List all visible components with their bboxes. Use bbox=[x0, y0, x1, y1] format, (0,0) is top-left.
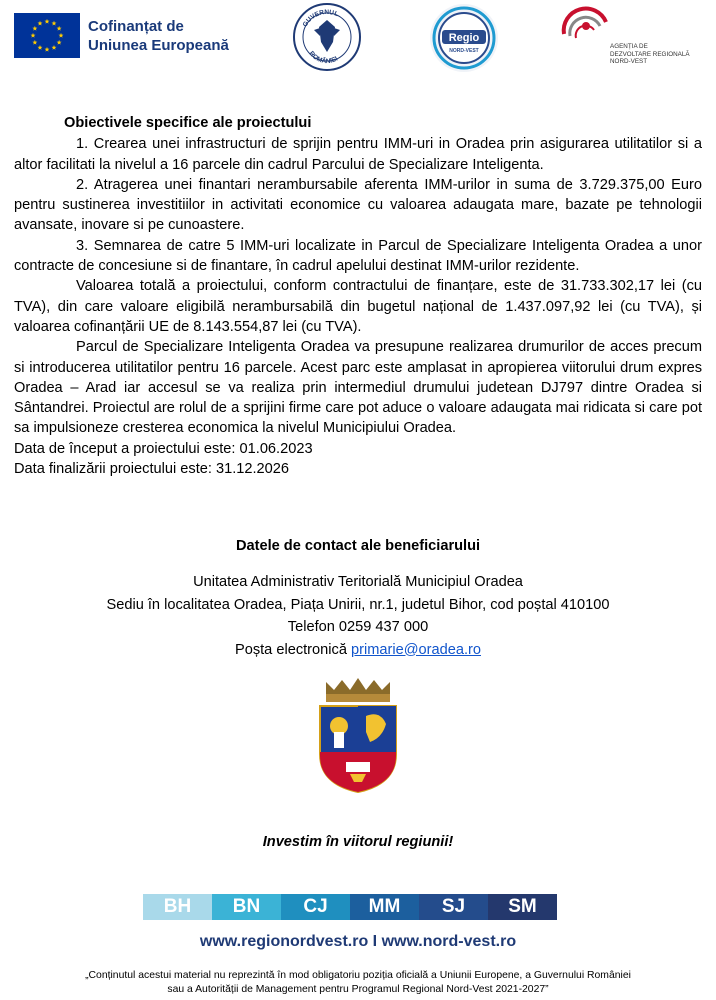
phone: Telefon 0259 437 000 bbox=[287, 619, 429, 635]
header-logos bbox=[0, 0, 716, 80]
objective-paragraph: 3. Semnarea de catre 5 IMM-uri localizate in Parcul de Specializare Inteligenta Oradea a unor contracte de concesiune si de finantare, în cadrul apelului destinat IMM-urilor rezidente. bbox=[14, 237, 702, 275]
county-badge-mm: MM bbox=[350, 894, 419, 920]
romanian-government-seal-icon bbox=[292, 2, 362, 72]
section-heading: Obiectivele specifice ale proiectului bbox=[64, 115, 312, 131]
counties-bar bbox=[143, 894, 557, 920]
contact-title: Datele de contact ale beneficiarului bbox=[235, 538, 481, 554]
county-badge-bn: BN bbox=[212, 894, 281, 920]
adr-nord-vest-label: AGENȚIA DE DEZVOLTARE REGIONALĂ NORD-VEST bbox=[610, 43, 690, 65]
project-description bbox=[14, 113, 702, 479]
oradea-coat-of-arms-icon bbox=[310, 676, 406, 794]
county-badge-sm: SM bbox=[488, 894, 557, 920]
svg-text:ROMÂNIEI: ROMÂNIEI bbox=[307, 50, 340, 66]
email-label: Poșta electronică bbox=[234, 641, 351, 658]
start-date: Data de început a proiectului este: 01.06.2023 bbox=[14, 440, 313, 457]
email-link[interactable]: primarie@oradea.ro bbox=[351, 641, 481, 658]
regio-logo-icon bbox=[428, 2, 500, 74]
county-badge-sj: SJ bbox=[419, 894, 488, 920]
contact-block bbox=[0, 571, 716, 661]
objective-paragraph: 1. Crearea unei infrastructuri de sprijin pentru IMM-uri in Oradea prin asigurarea utilitatilor si a altor facilitati la nivelul a 16 parcele din cadrul Parcului de Specializare Inteligenta. bbox=[14, 136, 702, 173]
project-value-paragraph: Valoarea totală a proiectului, conform contractului de finanțare, este de 31.733.302,17 lei (cu TVA), din care valoare eligibilă nerambursabilă din bugetul național de 1.437.097,92 lei (cu TVA), și valoarea cofinanțării UE de 8.143.554,87 lei (cu TVA). bbox=[14, 278, 702, 335]
institution-name: Unitatea Administrativ Teritorială Municipiul Oradea bbox=[193, 574, 523, 590]
county-badge-cj: CJ bbox=[281, 894, 350, 920]
svg-text:NORD-VEST: NORD-VEST bbox=[449, 48, 479, 54]
county-badge-bh: BH bbox=[143, 894, 212, 920]
email-line bbox=[0, 639, 716, 662]
websites: www.regionordvest.ro I www.nord-vest.ro bbox=[199, 933, 517, 950]
adr-nord-vest-logo-icon bbox=[556, 4, 616, 60]
slogan: Investim în viitorul regiunii! bbox=[262, 834, 454, 850]
eu-flag-icon bbox=[14, 13, 80, 58]
park-description-paragraph: Parcul de Specializare Inteligenta Oradea va presupune realizarea drumurilor de acces precum si introducerea utilitatilor pentru 16 parcele. Acest parc este amplasat in apropierea viitorului drum expres Oradea – Arad iar accesul se va realiza prin intermediul drumului judetean DJ797 dintre Oradea si Sântandrei. Proiectul are rolul de a sprijini firme care pot aduce o valoare adaugata mai ridicata si care pot sa impulsioneze cresterea economica la nivelul Municipiului Oradea. bbox=[14, 339, 702, 437]
address: Sediu în localitatea Oradea, Piața Unirii, nr.1, judetul Bihor, cod poștal 410100 bbox=[106, 596, 610, 613]
objective-paragraph: 2. Atragerea unei finantari nerambursabile aferenta IMM-urilor in suma de 3.729.375,00 Euro pentru sustinerea investitiilor in activitati economice cu valoarea adaugata mare, bazate pe tehnologii avansate, inovare si pe cunoastere. bbox=[14, 176, 702, 234]
end-date: Data finalizării proiectului este: 31.12.2026 bbox=[14, 461, 290, 478]
eu-cofinancing-label: Cofinanțat de Uniunea Europeană bbox=[88, 18, 229, 54]
svg-text:GUVERNUL: GUVERNUL bbox=[301, 8, 340, 29]
svg-text:Regio: Regio bbox=[448, 32, 480, 44]
disclaimer: „Conținutul acestui material nu reprezintă în mod obligatoriu poziția oficială a Uniunii Europene, a Guvernului României sau a Autorității de Management pentru Programul Regional Nord-Vest 2021-2027” bbox=[85, 970, 631, 995]
